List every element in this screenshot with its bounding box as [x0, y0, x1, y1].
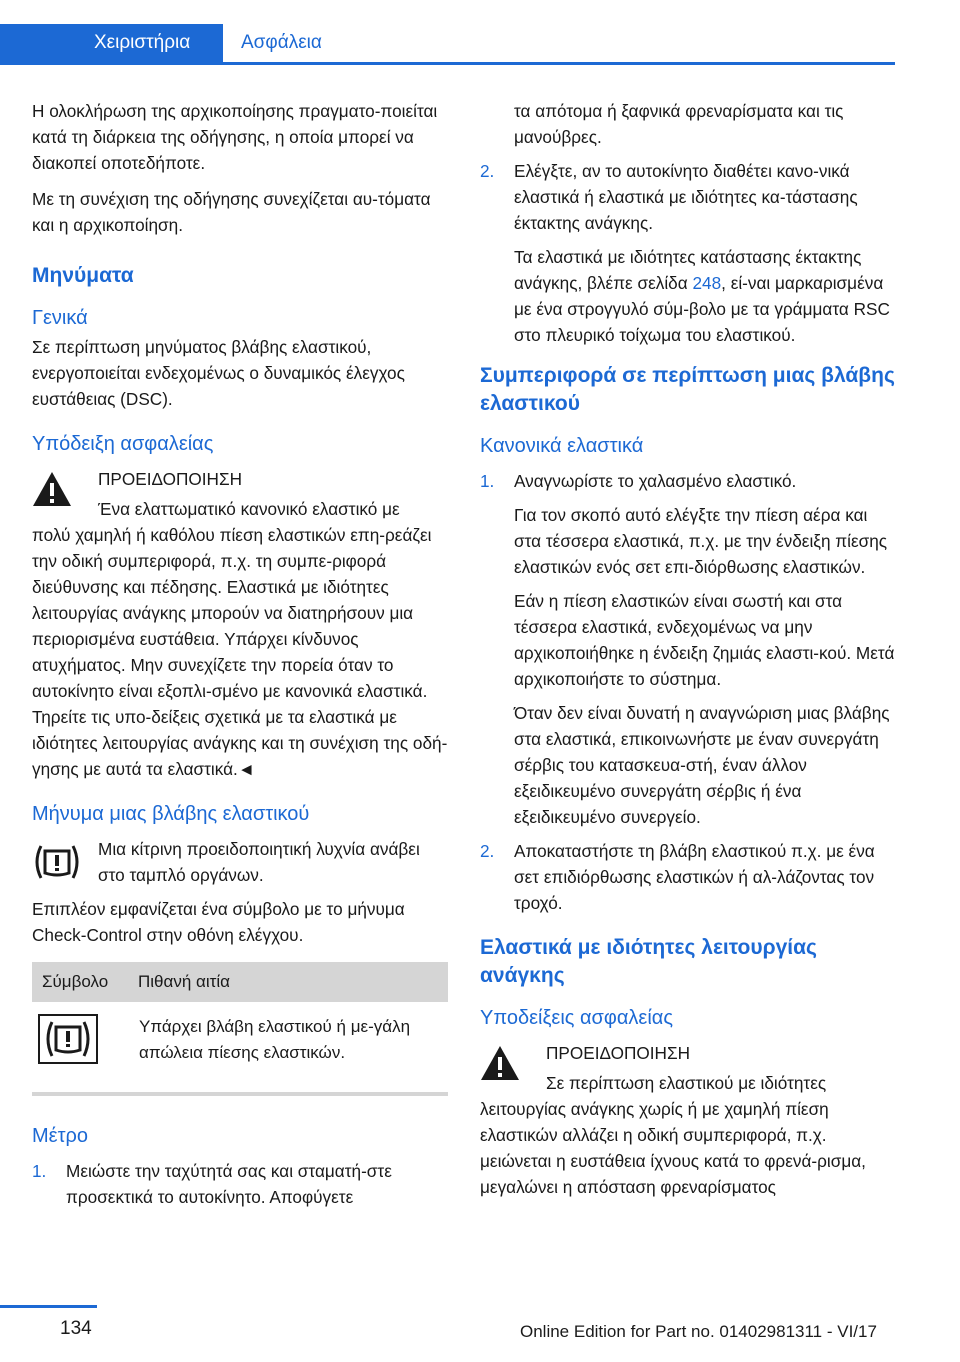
- measure-list-continued: [480, 98, 896, 348]
- warning-first-line: Ένα ελαττωματικό κανονικό ελαστικό με: [98, 499, 400, 519]
- heading-safety-note: Υπόδειξη ασφαλείας: [32, 433, 214, 455]
- table-cell: Υπάρχει βλάβη ελαστικού ή με‐γάλη απώλεια πίεσης ελαστικών.: [139, 1017, 411, 1062]
- list-item: [32, 1158, 448, 1210]
- paragraph: Σε περίπτωση μηνύματος βλάβης ελαστικού, ενεργοποιείται ενδεχομένως ο δυναμικός έλεγχος ευστάθειας (DSC).: [32, 337, 405, 409]
- header-tabbar: [0, 24, 895, 65]
- text: , εί‐ναι μαρκαρισμένα με ένα στρογγυλό σύμ‐βολο με τα γράμματα RSC στο πλευρικό τοίχωμα του ελαστικού.: [514, 273, 890, 345]
- footer-rule: [0, 1305, 97, 1308]
- list-number: 1.: [480, 471, 495, 491]
- paragraph: Η ολοκλήρωση της αρχικοποίησης πραγματο‐ποιείται κατά τη διάρκεια της οδήγησης, η οποία μπορεί να διακοπεί οποτεδήποτε.: [32, 101, 438, 173]
- heading-measure: Μέτρο: [32, 1125, 88, 1147]
- warning-triangle-icon: [32, 470, 72, 508]
- normal-tires-list: [480, 468, 896, 916]
- paragraph: Μια κίτρινη προειδοποιητική λυχνία ανάβει στο ταμπλό οργάνων.: [98, 839, 420, 885]
- warning-first-line: Σε περίπτωση ελαστικού με ιδιότητες: [546, 1073, 827, 1093]
- tire-symbol-icon: [38, 1014, 98, 1064]
- list-item: [480, 98, 896, 150]
- warning-title: ΠΡΟΕΙΔΟΠΟΙΗΣΗ: [98, 469, 242, 489]
- table-header: Σύμβολο: [32, 962, 138, 1002]
- list-text: Μειώστε την ταχύτητά σας και σταματή‐στε προσεκτικά το αυτοκίνητο. Αποφύγετε: [66, 1161, 392, 1207]
- warning-triangle-icon: [480, 1044, 520, 1082]
- table-row: [32, 1002, 448, 1084]
- table-bottom-rule: [32, 1092, 448, 1096]
- list-text: Αναγνωρίστε το χαλασμένο ελαστικό.: [514, 471, 797, 491]
- left-column: [32, 98, 448, 1218]
- list-text-runflat-ref: [514, 244, 896, 348]
- right-column: [480, 98, 896, 1210]
- measure-list: [32, 1158, 448, 1210]
- warning-title: ΠΡΟΕΙΔΟΠΟΙΗΣΗ: [546, 1043, 690, 1063]
- page-number: 134: [60, 1318, 92, 1339]
- warning-block: [32, 466, 448, 522]
- list-text: Αποκαταστήστε τη βλάβη ελαστικού π.χ. με ένα σετ επιδιόρθωσης ελαστικών ή αλ‐λάζοντας τον τροχό.: [514, 841, 875, 913]
- list-number: 2.: [480, 161, 495, 181]
- edition-note: Online Edition for Part no. 01402981311 - VI/17: [520, 1322, 877, 1341]
- list-number: 1.: [32, 1161, 47, 1181]
- heading-normal-tires: Κανονικά ελαστικά: [480, 435, 644, 457]
- paragraph: Με τη συνέχιση της οδήγησης συνεχίζεται αυ‐τόματα και η αρχικοποίηση.: [32, 189, 431, 235]
- symbol-table: [32, 962, 448, 1084]
- list-item: [480, 838, 896, 916]
- warning-text: λειτουργίας ανάγκης χωρίς ή με χαμηλή πίεση ελαστικών αλλάζει η οδική συμπεριφορά, π.χ. μειώνεται η ευστάθεια ίχνους κατά το φρενά‐ρισμα, μεγαλώνει η απόσταση φρεναρίσματος: [480, 1099, 866, 1197]
- tab-controls-label: Χειριστήρια: [94, 32, 191, 53]
- lamp-row: [32, 836, 448, 896]
- list-text: Για τον σκοπό αυτό ελέγξτε την πίεση αέρα και στα τέσσερα ελαστικά, π.χ. με την ένδειξη πίεσης ελαστικών ενός σετ επι‐διόρθωσης ελαστικών.: [514, 505, 888, 577]
- heading-general: Γενικά: [32, 307, 88, 329]
- page-link[interactable]: 248: [692, 273, 722, 293]
- tire-pressure-warning-icon: [32, 842, 82, 882]
- heading-tire-fault-behavior: Συμπεριφορά σε περίπτωση μιας βλάβης ελαστικού: [480, 364, 895, 415]
- table-header: Πιθανή αιτία: [138, 962, 448, 1002]
- tab-safety[interactable]: Ασφάλεια: [241, 32, 322, 53]
- text: Τα ελαστικά με ιδιότητες κατάστασης έκτακτης ανάγκης, βλέπε σελίδα: [514, 247, 862, 293]
- list-item: [480, 468, 896, 830]
- tab-controls[interactable]: [0, 24, 223, 62]
- warning-block: [480, 1040, 896, 1096]
- list-text: Ελέγξτε, αν το αυτοκίνητο διαθέτει κανο‐νικά ελαστικά ή ελαστικά με ιδιότητες κα‐τάστασης έκτακτης ανάγκης.: [514, 161, 858, 233]
- heading-messages: Μηνύματα: [32, 264, 134, 287]
- list-item: [480, 158, 896, 348]
- list-number: 2.: [480, 841, 495, 861]
- heading-tire-fault: Μήνυμα μιας βλάβης ελαστικού: [32, 803, 310, 825]
- heading-safety-notes: Υποδείξεις ασφαλείας: [480, 1007, 673, 1029]
- list-text: τα απότομα ή ξαφνικά φρεναρίσματα και τις μανούβρες.: [514, 101, 844, 147]
- list-text: Εάν η πίεση ελαστικών είναι σωστή και στα τέσσερα ελαστικά, ενδεχομένως να μην αρχικοποιήθηκε η ένδειξη ζημιάς ελαστι‐κού. Μετά αρχικοποιήστε το σύστημα.: [514, 591, 895, 689]
- table-header-row: [32, 962, 448, 1002]
- heading-runflat-tires: Ελαστικά με ιδιότητες λειτουργίας ανάγκης: [480, 936, 817, 987]
- warning-text: πολύ χαμηλή ή καθόλου πίεση ελαστικών επη‐ρεάζει την οδική συμπεριφορά, π.χ. τη συμπε‐ριφορά διεύθυνσης και πέδησης. Ελαστικά με ιδιότητες λειτουργίας ανάγκης μπορούν να διατηρήσουν μια περιορισμένα ευστάθεια. Υπάρχει κίνδυνος ατυχήματος. Μην συνεχίζετε την πορεία όταν το αυτοκίνητο είναι εξοπλι‐σμένο με κανονικά ελαστικά. Τηρείτε τις υπο‐δείξεις σχετικά με τα ελαστικά με ιδιότητες λειτουργίας ανάγκης και τη συνέχιση της οδή‐γησης με αυτά τα ελαστικά.◄: [32, 525, 448, 779]
- paragraph: Επιπλέον εμφανίζεται ένα σύμβολο με το μήνυμα Check-Control στην οθόνη ελέγχου.: [32, 899, 405, 945]
- list-text: Όταν δεν είναι δυνατή η αναγνώριση μιας βλάβης στα ελαστικά, επικοινωνήστε με έναν συνεργάτη σέρβις του κατασκευα‐στή, έναν άλλον εξειδικευμένο συνεργάτη σέρβις ή ένα εξειδικευμένο συνεργείο.: [514, 703, 890, 827]
